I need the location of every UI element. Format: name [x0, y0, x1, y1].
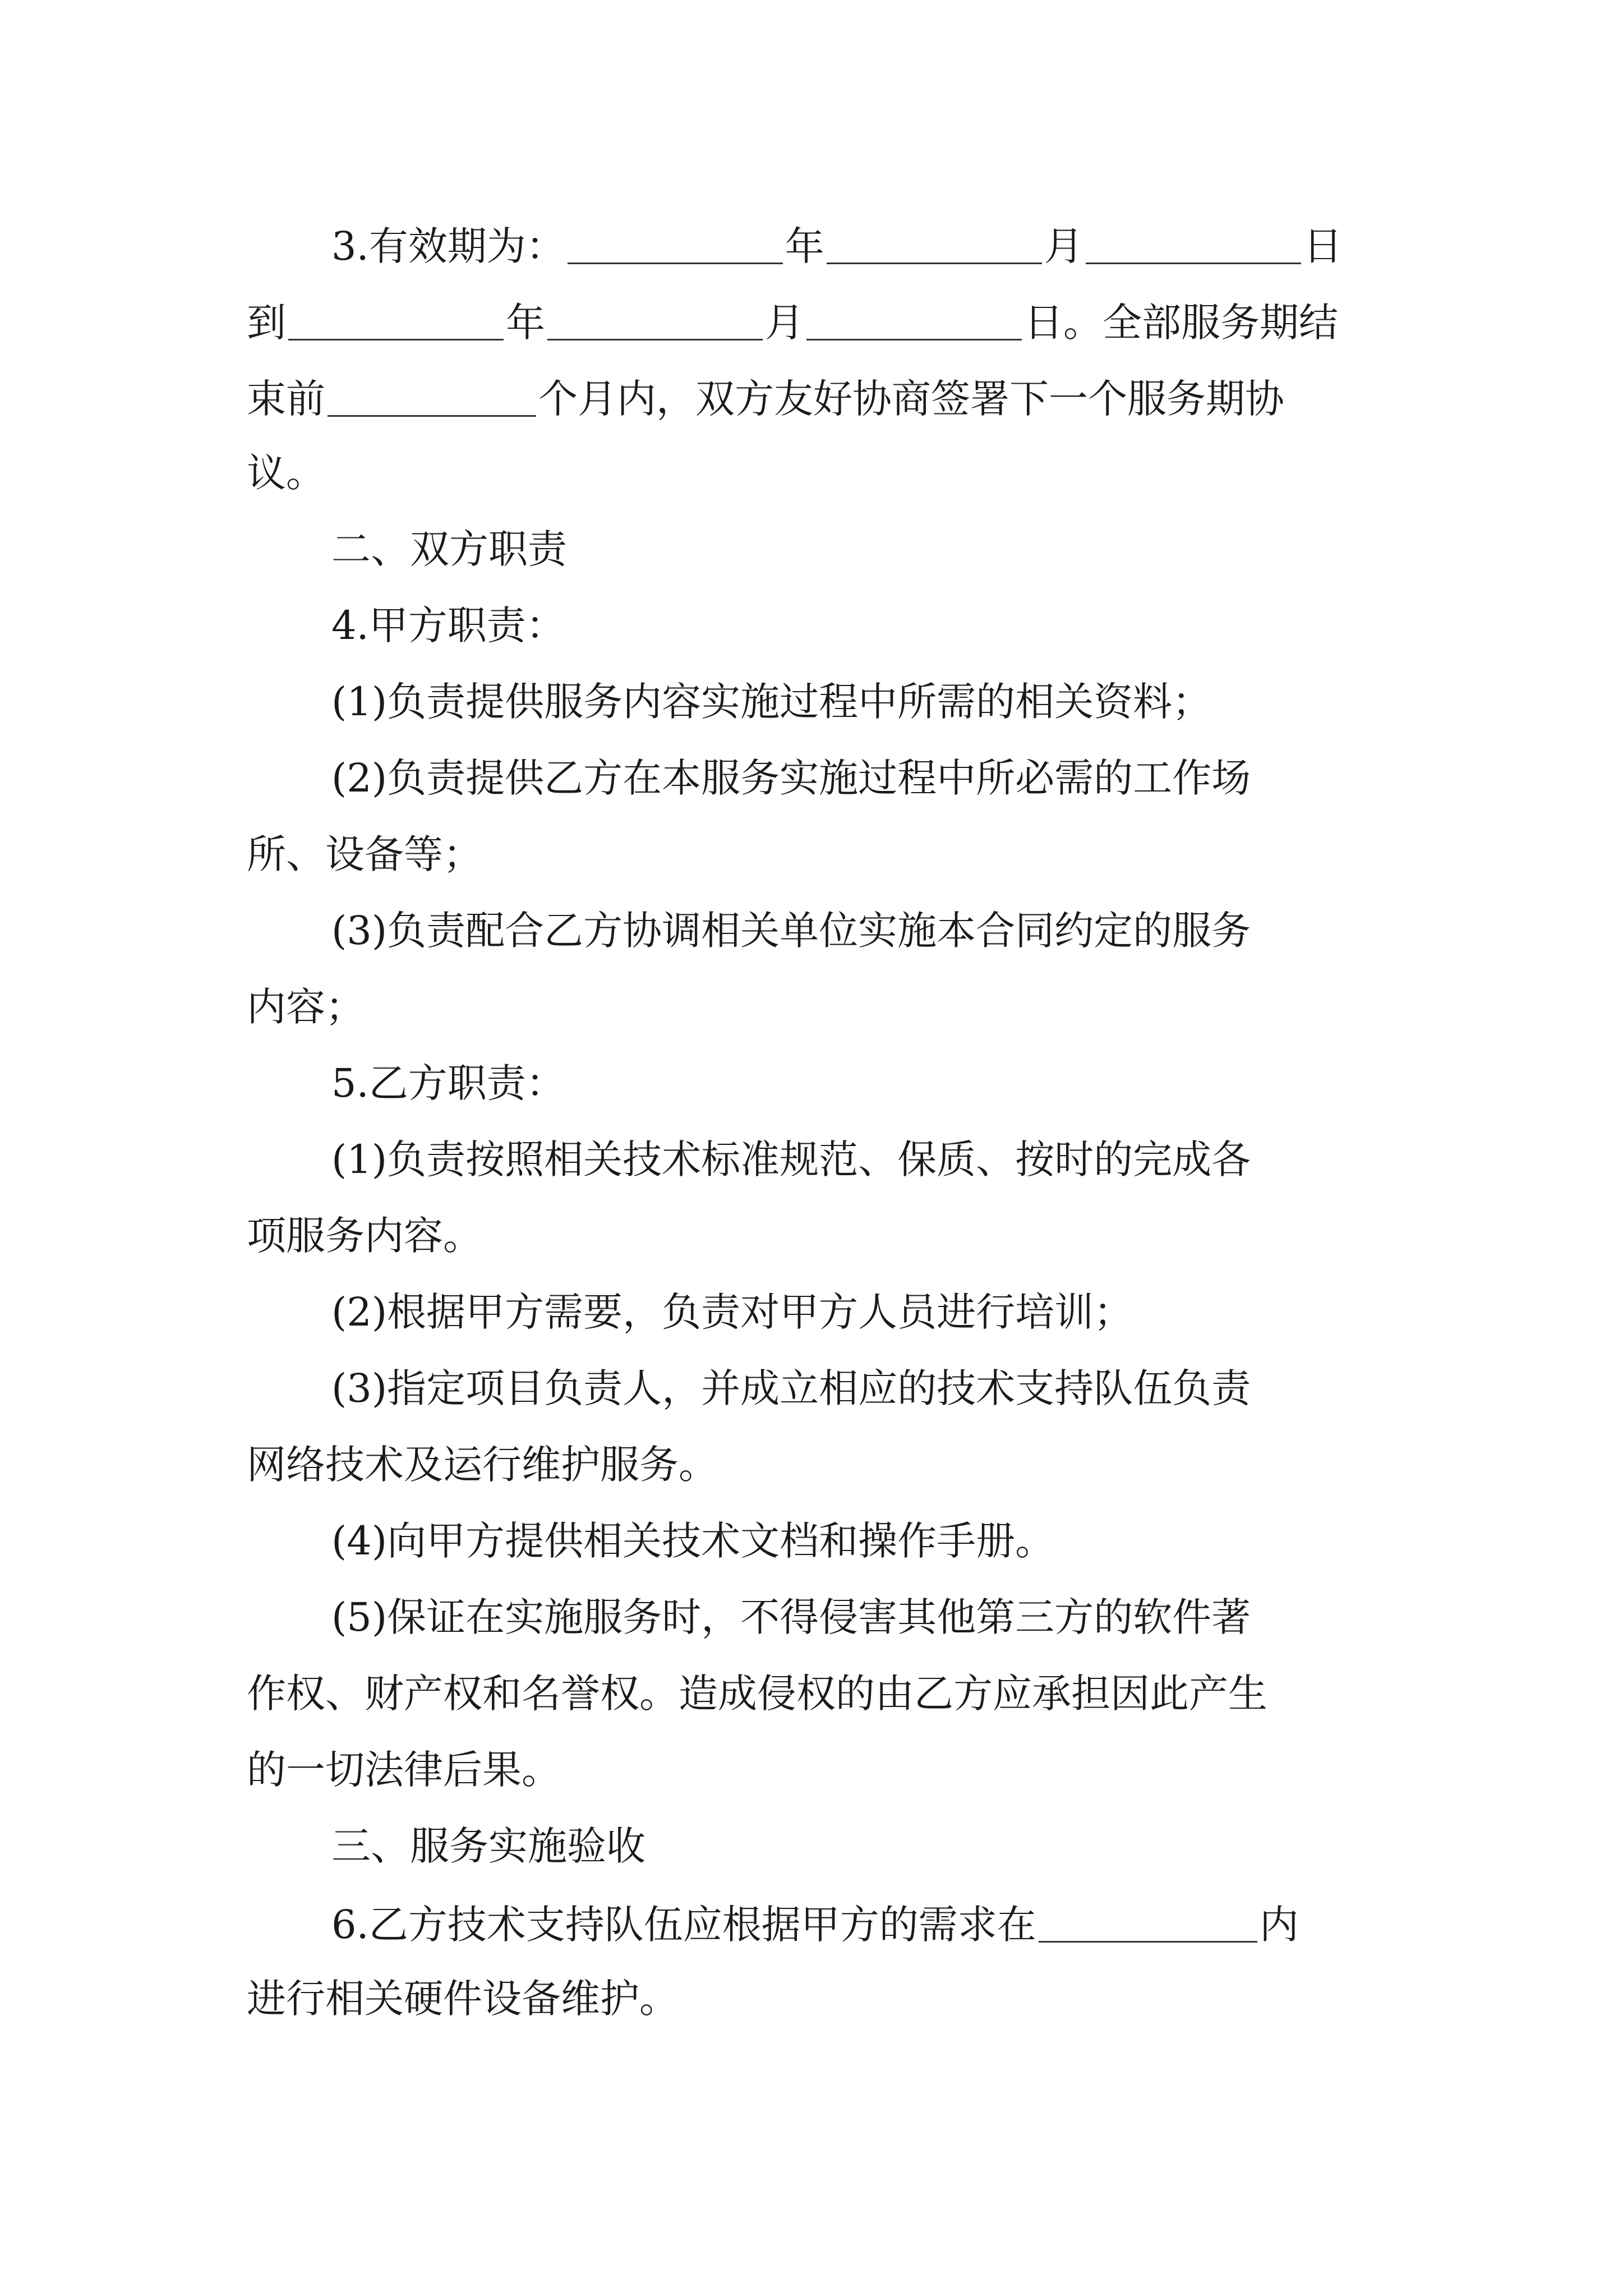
- party-b-duty-2: (2)根据甲方需要，负责对甲方人员进行培训；: [331, 1289, 1133, 1335]
- party-b-duty-5-line-2: 作权、财产权和名誉权。造成侵权的由乙方应承担因此产生: [247, 1671, 1267, 1717]
- party-a-duty-2-line-1: (2)负责提供乙方在本服务实施过程中所必需的工作场: [331, 755, 1251, 801]
- validity-period-line-3: [247, 371, 1284, 422]
- party-a-duty-3-line-1: (3)负责配合乙方协调相关单位实施本合同约定的服务: [331, 908, 1251, 954]
- maintenance-clause-line-2: 进行相关硬件设备维护。: [247, 1976, 679, 2022]
- month-label: 月: [1044, 223, 1083, 269]
- timeframe-blank: [1039, 1902, 1257, 1943]
- day-blank: [1086, 223, 1301, 264]
- day-label: 日: [1303, 223, 1343, 269]
- party-b-duty-5-line-1: (5)保证在实施服务时，不得侵害其他第三方的软件著: [331, 1594, 1251, 1640]
- section-3-title: 三、服务实施验收: [331, 1823, 645, 1869]
- party-b-duty-4: (4)向甲方提供相关技术文档和操作手册。: [331, 1518, 1055, 1564]
- party-a-duty-1: (1)负责提供服务内容实施过程中所需的相关资料；: [331, 679, 1212, 725]
- party-b-duty-5-line-3: 的一切法律后果。: [247, 1747, 561, 1793]
- agreement-end-text: 议。: [247, 450, 325, 496]
- validity-period-line-1: [331, 219, 1343, 269]
- section-2-title: 二、双方职责: [331, 526, 567, 572]
- party-b-duty-1-line-1: (1)负责按照相关技术标准规范、保质、按时的完成各: [331, 1137, 1251, 1182]
- year2-blank: [288, 300, 504, 341]
- negotiate-text: 个月内，双方友好协商签署下一个服务期协: [538, 376, 1284, 422]
- month-blank: [827, 223, 1042, 264]
- validity-period-line-4: [247, 448, 325, 498]
- party-a-duties-title: 4.甲方职责：: [331, 602, 565, 648]
- day2-blank: [806, 300, 1022, 341]
- party-a-duty-3-line-2: 内容；: [247, 984, 365, 1030]
- to-label: 到: [247, 300, 286, 346]
- year-label: 年: [785, 223, 824, 269]
- party-b-duty-3-line-1: (3)指定项目负责人，并成立相应的技术支持队伍负责: [331, 1365, 1251, 1411]
- maintenance-clause-text: 6.乙方技术支持队伍应根据甲方的需求在: [331, 1902, 1036, 1948]
- party-a-duty-2-line-2: 所、设备等；: [247, 831, 482, 877]
- end-text: 日。全部服务期结: [1024, 300, 1338, 346]
- validity-lead: 3.有效期为：: [331, 223, 565, 269]
- party-b-duty-1-line-2: 项服务内容。: [247, 1213, 482, 1259]
- month2-blank: [547, 300, 763, 341]
- month2-label: 月: [765, 300, 804, 346]
- party-b-duties-title: 5.乙方职责：: [331, 1060, 565, 1106]
- within-label: 内: [1259, 1902, 1299, 1948]
- months-blank: [328, 376, 536, 417]
- before-end-label: 束前: [247, 376, 325, 422]
- year2-label: 年: [506, 300, 545, 346]
- validity-period-line-2: [247, 295, 1338, 346]
- maintenance-clause-line-1: [331, 1897, 1299, 1948]
- party-b-duty-3-line-2: 网络技术及运行维护服务。: [247, 1442, 718, 1488]
- year-blank: [568, 223, 783, 264]
